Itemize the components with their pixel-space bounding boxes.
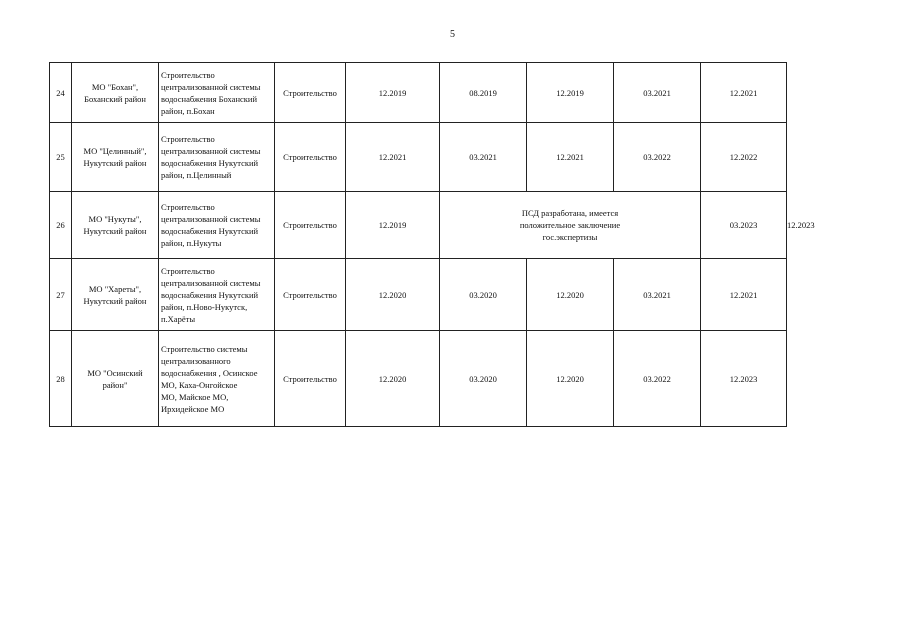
description-line: п.Харёты — [161, 313, 196, 324]
municipality-line: Нукутский район — [83, 226, 147, 236]
description-line: район, п.Бохан — [161, 105, 215, 116]
date-cell: 03.2021 — [440, 123, 527, 192]
description-cell — [159, 192, 275, 259]
date-cell: 12.2019 — [346, 192, 440, 259]
date-cell: 03.2022 — [614, 331, 701, 427]
municipality-line: Боханский район — [84, 93, 146, 104]
date-cell: 08.2019 — [440, 63, 527, 123]
date-cell: 12.2022 — [701, 123, 787, 192]
municipality-line: МО "Бохан", — [91, 81, 139, 92]
date-cell: 12.2021 — [701, 259, 787, 331]
note-line: ПСД разработана, имеется — [521, 208, 619, 218]
date-cell: 12.2020 — [527, 259, 614, 331]
note-line: гос.экспертизы — [542, 232, 598, 242]
work-type-cell: Строительство — [275, 331, 346, 427]
municipality-cell — [72, 123, 159, 192]
municipality-line: МО "Целинный", — [83, 146, 147, 156]
date-cell: 12.2021 — [701, 63, 787, 123]
municipality-line: МО "Хареты", — [88, 283, 142, 294]
work-type-cell: Строительство — [275, 259, 346, 331]
work-type-cell: Строительство — [275, 192, 346, 259]
description-cell — [159, 63, 275, 123]
description-line: централизованной системы — [161, 81, 261, 92]
description-line: централизованной системы — [161, 146, 261, 156]
page-number: 5 — [450, 29, 455, 40]
description-line: водоснабжения Нукутский — [161, 226, 259, 236]
schedule-table — [49, 62, 815, 427]
date-cell: 12.2020 — [346, 259, 440, 331]
row-number: 27 — [50, 259, 72, 331]
municipality-cell — [72, 331, 159, 427]
description-cell — [159, 331, 275, 427]
row-number: 28 — [50, 331, 72, 427]
description-line: централизованной системы — [161, 214, 261, 224]
description-cell — [159, 259, 275, 331]
design-status-note — [440, 192, 701, 259]
description-line: Строительство — [161, 69, 215, 80]
description-line: Строительство — [161, 134, 215, 144]
date-cell: 03.2022 — [614, 123, 701, 192]
description-line: Строительство — [161, 265, 215, 276]
date-cell: 12.2023 — [701, 331, 787, 427]
date-cell: 03.2020 — [440, 331, 527, 427]
description-line: МО, Майское МО, — [161, 391, 229, 402]
date-cell: 03.2023 — [701, 192, 787, 259]
row-number: 24 — [50, 63, 72, 123]
description-line: водоснабжения , Осинское — [161, 367, 258, 378]
description-line: Строительство системы — [161, 343, 248, 354]
municipality-line: Нукутский район — [83, 158, 147, 168]
description-line: Ирхидейское МО — [161, 403, 225, 414]
description-line: централизованной системы — [161, 277, 261, 288]
note-line: положительное заключение — [519, 220, 621, 230]
table-row — [50, 259, 787, 331]
description-line: МО, Каха-Онгойское — [161, 379, 238, 390]
table-row — [50, 63, 787, 123]
date-cell: 12.2020 — [527, 331, 614, 427]
table-row — [50, 331, 787, 427]
work-type-cell: Строительство — [275, 63, 346, 123]
description-line: район, п.Ново-Нукутск, — [161, 301, 248, 312]
row-number: 26 — [50, 192, 72, 259]
table-row — [50, 123, 787, 192]
date-cell: 12.2021 — [346, 123, 440, 192]
municipality-cell — [72, 63, 159, 123]
date-cell: 12.2019 — [527, 63, 614, 123]
municipality-line: район" — [102, 379, 128, 390]
description-line: централизованного — [161, 355, 231, 366]
municipality-cell — [72, 192, 159, 259]
date-cell: 12.2020 — [346, 331, 440, 427]
municipality-line: Нукутский район — [83, 295, 147, 306]
description-cell — [159, 123, 275, 192]
table-row: 26 МО "Нукуты", Нукутский район Строительство централизованной системы водоснабжения Нукутский район, п.Нукуты Строительство 12.2019 ПСД разработана, имеется положительное заключение гос.экспертизы 03.2023 12.2023 — [50, 192, 787, 259]
date-cell: 03.2021 — [614, 63, 701, 123]
date-cell: 03.2021 — [614, 259, 701, 331]
municipality-line: МО "Осинский — [87, 367, 143, 378]
description-line: водоснабжения Нукутский — [161, 158, 259, 168]
description-line: водоснабжения Нукутский — [161, 289, 259, 300]
description-line: район, п.Нукуты — [161, 238, 222, 248]
municipality-line: МО "Нукуты", — [88, 214, 142, 224]
description-line: водоснабжения Боханский — [161, 93, 257, 104]
row-number: 25 — [50, 123, 72, 192]
date-cell: 12.2021 — [527, 123, 614, 192]
description-line: Строительство — [161, 202, 215, 212]
date-cell: 03.2020 — [440, 259, 527, 331]
date-cell: 12.2019 — [346, 63, 440, 123]
description-line: район, п.Целинный — [161, 170, 232, 180]
work-type-cell: Строительство — [275, 123, 346, 192]
municipality-cell — [72, 259, 159, 331]
